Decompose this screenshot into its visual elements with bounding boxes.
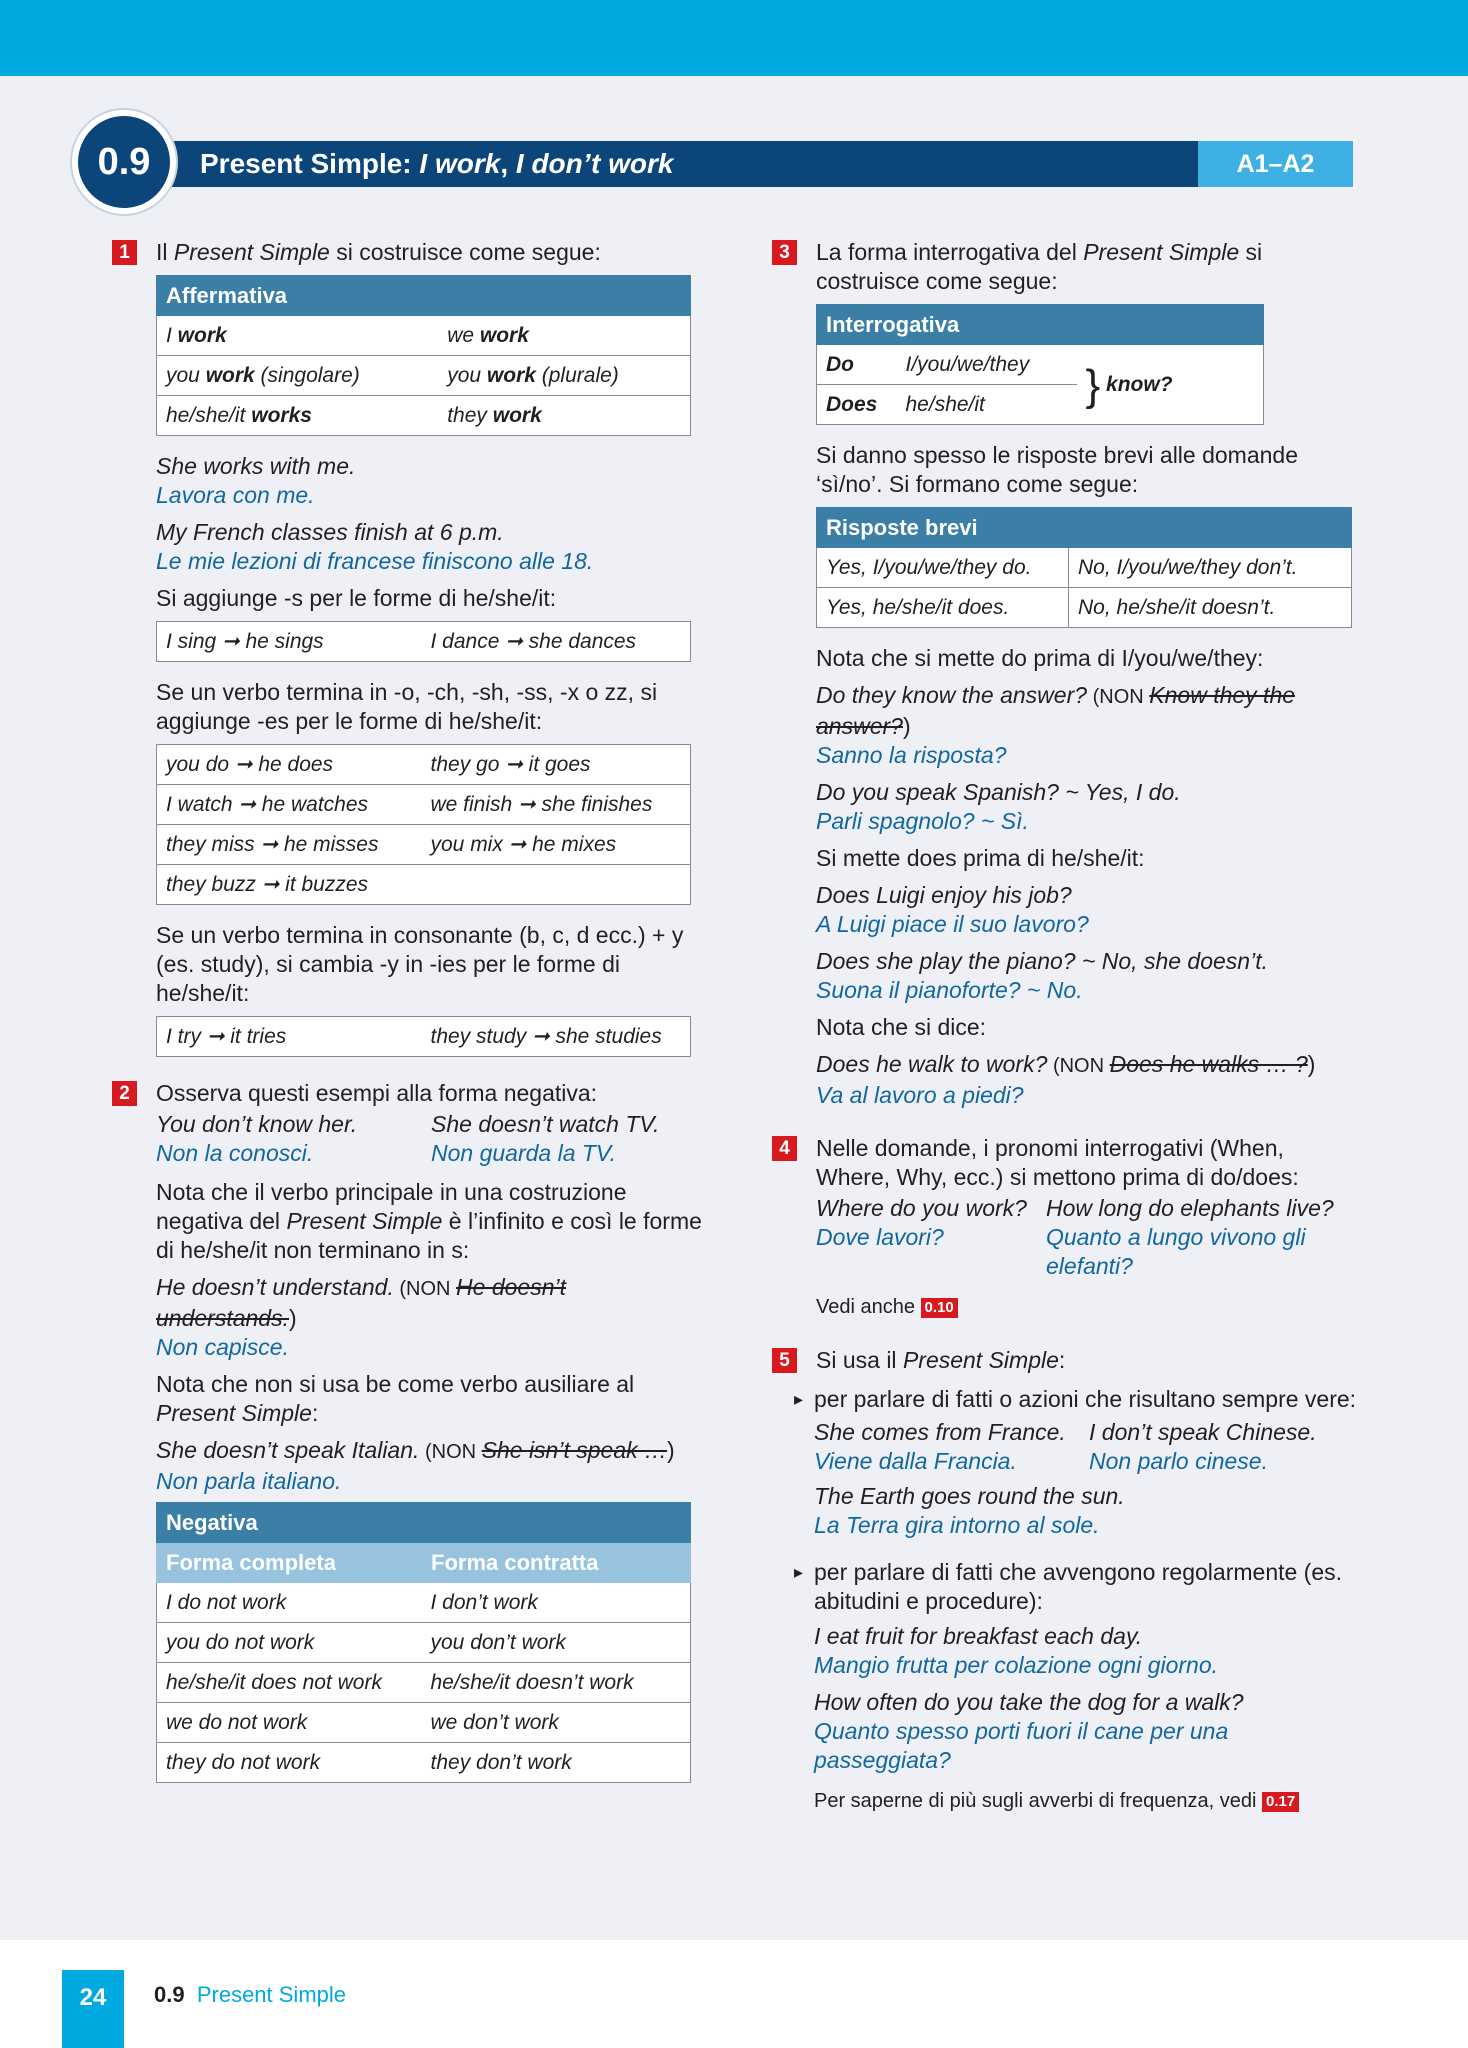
translation: Viene dalla Francia. (814, 1448, 1017, 1474)
translation: Non parla italiano. (156, 1468, 342, 1494)
affirmative-table (156, 275, 691, 436)
section-1-intro: Il Present Simple si costruisce come segue: (156, 239, 601, 265)
level-badge: A1–A2 (1198, 141, 1353, 187)
section-2-intro: Osserva questi esempi alla forma negativa: (156, 1080, 598, 1106)
table-row: you do ➞ he does they go ➞ it goes (157, 745, 691, 785)
translation: Le mie lezioni di francese finiscono alle 18. (156, 548, 594, 574)
translation: A Luigi piace il suo lavoro? (816, 911, 1089, 937)
translation: Suona il pianoforte? ~ No. (816, 977, 1083, 1003)
interrogative-header: Interrogativa (817, 305, 1264, 345)
note-be: Nota che non si usa be come verbo ausiliare al Present Simple: (156, 1371, 635, 1426)
example: How long do elephants live? (1046, 1195, 1334, 1221)
top-bar (0, 0, 1468, 76)
translation: Va al lavoro a piedi? (816, 1082, 1024, 1108)
table-row: Do I/you/we/they } know? (817, 345, 1264, 385)
example: She comes from France. (814, 1419, 1066, 1445)
translation: Quanto a lungo vivono gli elefanti? (1046, 1224, 1306, 1279)
example: Does he walk to work? (NON Does he walks … ?) (816, 1051, 1316, 1077)
question-word-examples (816, 1194, 1362, 1281)
table-row: I work we work (157, 316, 691, 356)
see-also-link[interactable]: 0.10 (921, 1298, 958, 1318)
translation: Non guarda la TV. (431, 1140, 616, 1166)
title-comma: , (500, 148, 516, 179)
section-5-number: 5 (772, 1348, 797, 1373)
page-title (150, 141, 1198, 187)
example: Where do you work? (816, 1195, 1027, 1221)
column-header: Forma contratta (422, 1543, 691, 1583)
translation: Dove lavori? (816, 1224, 944, 1250)
example: He doesn’t understand. (NON He doesn’t understands.) (156, 1274, 567, 1331)
bullet-habits-examples (794, 1622, 1362, 1816)
left-column (112, 238, 702, 1799)
note-do: Nota che si mette do prima di I/you/we/they: (816, 645, 1264, 671)
translation: La Terra gira intorno al sole. (814, 1512, 1100, 1538)
brace-icon: } (1085, 360, 1101, 410)
table-row: you do not work you don’t work (157, 1623, 691, 1663)
example: I eat fruit for breakfast each day. (814, 1623, 1143, 1649)
example: She doesn’t speak Italian. (NON She isn’t speak …) (156, 1437, 675, 1463)
example: She doesn’t watch TV. (431, 1111, 660, 1137)
negative-examples (156, 1110, 702, 1168)
table-row: they miss ➞ he misses you mix ➞ he mixes (157, 825, 691, 865)
s-table (156, 621, 691, 662)
table-row: Yes, I/you/we/they do. No, I/you/we/they don’t. (817, 548, 1352, 588)
table-row: I watch ➞ he watches we finish ➞ she finishes (157, 785, 691, 825)
section-3-intro: La forma interrogativa del Present Simple si costruisce come segue: (816, 239, 1263, 294)
translation: Mangio frutta per colazione ogni giorno. (814, 1652, 1219, 1678)
section-2 (112, 1079, 702, 1783)
translation: Quanto spesso porti fuori il cane per una passeggiata? (814, 1718, 1229, 1773)
table-row: I do not work I don’t work (157, 1583, 691, 1623)
section-number-badge: 0.9 (72, 110, 176, 214)
table-row: you work (singolare) you work (plurale) (157, 356, 691, 396)
es-table (156, 744, 691, 905)
note-does: Si mette does prima di he/she/it: (816, 845, 1145, 871)
negative-header: Negativa (157, 1503, 691, 1543)
title-example-1: I work (419, 148, 501, 179)
translation: Parli spagnolo? ~ Sì. (816, 808, 1029, 834)
section-5 (772, 1346, 1362, 1375)
section-4-intro: Nelle domande, i pronomi interrogativi (When, Where, Why, ecc.) si mettono prima di do/does: (816, 1135, 1299, 1190)
section-1-number: 1 (112, 240, 137, 265)
interrogative-table (816, 304, 1264, 425)
short-answers-header: Risposte brevi (817, 508, 1352, 548)
negative-table (156, 1502, 691, 1783)
table-row: they buzz ➞ it buzzes (157, 865, 691, 905)
rule-ies: Se un verbo termina in consonante (b, c, d ecc.) + y (es. study), si cambia -y in -ies per le forme di he/she/it: (156, 922, 684, 1006)
table-row: we do not work we don’t work (157, 1703, 691, 1743)
bullet-facts-examples (794, 1418, 1362, 1540)
short-answers-table (816, 507, 1352, 628)
bullet-habits: ▸ per parlare di fatti che avvengono regolarmente (es. abitudini e procedure): (794, 1558, 1362, 1616)
example: The Earth goes round the sun. (814, 1483, 1125, 1509)
short-answers-intro: Si danno spesso le risposte brevi alle domande ‘sì/no’. Si formano come segue: (816, 442, 1299, 497)
frequency-link[interactable]: 0.17 (1262, 1792, 1299, 1812)
affirmative-header: Affermativa (157, 276, 691, 316)
section-3 (772, 238, 1362, 1110)
example: My French classes finish at 6 p.m. (156, 519, 504, 545)
bullet-facts: ▸ per parlare di fatti o azioni che risultano sempre vere: (794, 1385, 1362, 1414)
example: Does Luigi enjoy his job? (816, 882, 1072, 908)
rule-es: Se un verbo termina in -o, -ch, -sh, -ss, -x o zz, si aggiunge -es per le forme di he/she/it: (156, 679, 658, 734)
example: She works with me. (156, 453, 356, 479)
section-2-number: 2 (112, 1081, 137, 1106)
table-row: he/she/it does not work he/she/it doesn’t work (157, 1663, 691, 1703)
section-1 (112, 238, 702, 1057)
table-row: I try ➞ it tries they study ➞ she studies (157, 1017, 691, 1057)
translation: Non parlo cinese. (1089, 1448, 1268, 1474)
translation: Non la conosci. (156, 1140, 314, 1166)
note-say: Nota che si dice: (816, 1014, 987, 1040)
see-also: Vedi anche 0.10 (816, 1293, 1362, 1322)
example: You don’t know her. (156, 1111, 358, 1137)
ies-table (156, 1016, 691, 1057)
section-4 (772, 1134, 1362, 1322)
table-row: Does he/she/it (817, 385, 1264, 425)
rule-s: Si aggiunge -s per le forme di he/she/it: (156, 585, 557, 611)
note-infinitive: Nota che il verbo principale in una costruzione negativa del Present Simple è l’infinito e così le forme di he/she/it non terminano in s: (156, 1179, 702, 1263)
right-column (772, 238, 1362, 1824)
title-text: Present Simple: (200, 148, 420, 179)
footer-section: 0.9 Present Simple (154, 1982, 347, 2007)
table-row: Yes, he/she/it does. No, he/she/it doesn’t. (817, 588, 1352, 628)
section-4-number: 4 (772, 1136, 797, 1161)
section-3-number: 3 (772, 240, 797, 265)
example: Do you speak Spanish? ~ Yes, I do. (816, 779, 1181, 805)
example: Does she play the piano? ~ No, she doesn’t. (816, 948, 1268, 974)
section-5-intro: Si usa il Present Simple: (816, 1347, 1066, 1373)
page-number: 24 (62, 1970, 124, 2048)
column-header: Forma completa (157, 1543, 422, 1583)
frequency-note: Per saperne di più sugli avverbi di frequenza, vedi 0.17 (814, 1787, 1362, 1816)
title-example-2: I don’t work (515, 148, 674, 179)
table-row: I sing ➞ he sings I dance ➞ she dances (157, 622, 691, 662)
translation: Lavora con me. (156, 482, 315, 508)
example: How often do you take the dog for a walk? (814, 1689, 1244, 1715)
example: Do they know the answer? (NON Know they the answer?) (816, 682, 1296, 739)
table-row: he/she/it works they work (157, 396, 691, 436)
translation: Sanno la risposta? (816, 742, 1007, 768)
section-5-bullets (772, 1385, 1362, 1816)
translation: Non capisce. (156, 1334, 289, 1360)
example: I don’t speak Chinese. (1089, 1419, 1317, 1445)
table-row: they do not work they don’t work (157, 1743, 691, 1783)
